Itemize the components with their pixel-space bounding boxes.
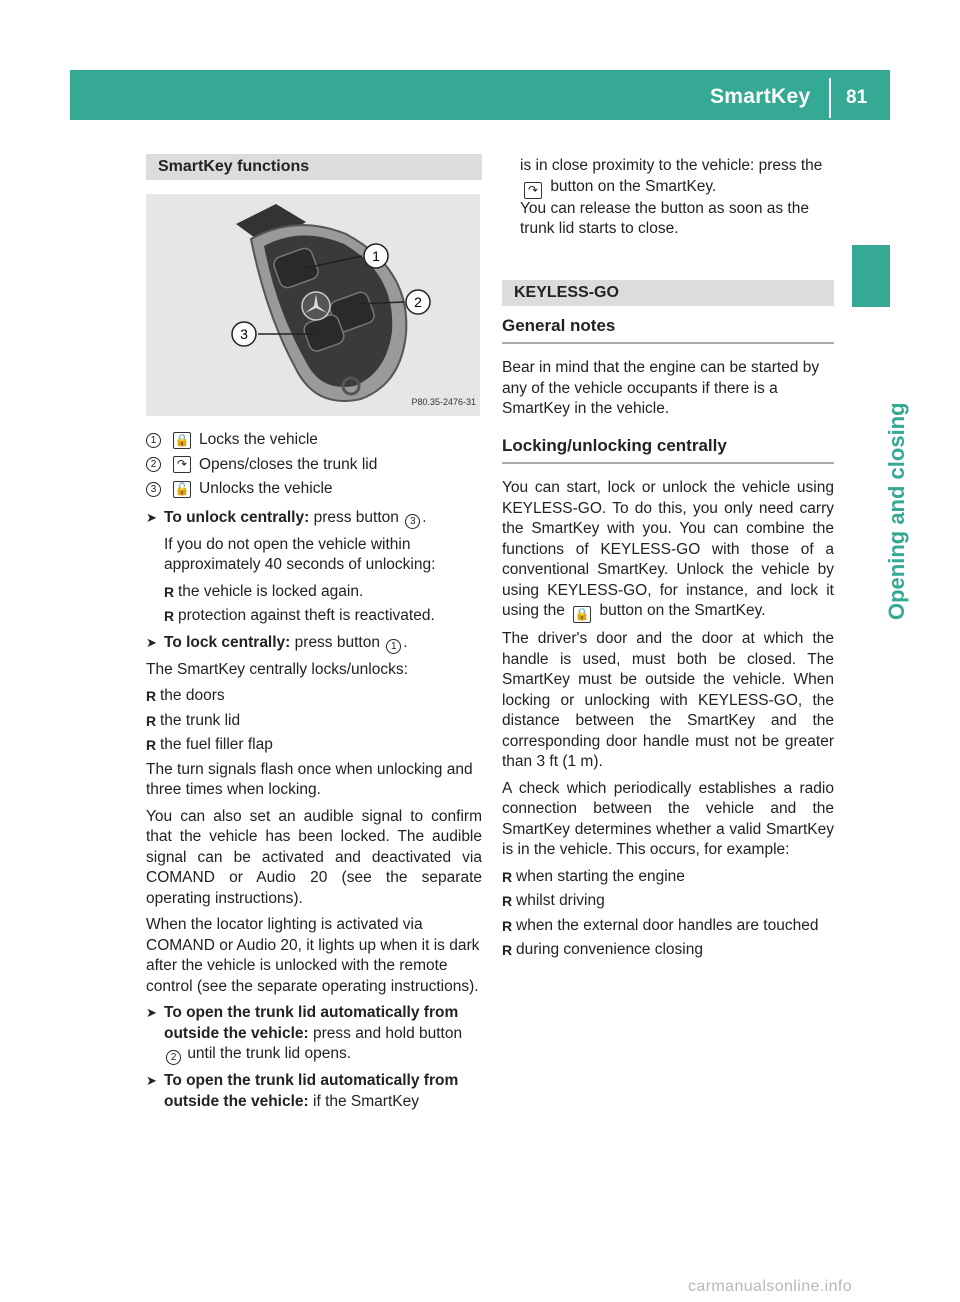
- trunk-icon: ↷: [173, 456, 191, 473]
- lock-icon: 🔒: [174, 432, 190, 447]
- legend-lock: [146, 430, 482, 451]
- legend-text: Opens/closes the trunk lid: [199, 455, 378, 473]
- list-item: R the fuel filler flap: [146, 736, 273, 753]
- page-title: SmartKey: [710, 85, 811, 108]
- radio-check-paragraph: A check which periodically establishes a radio connection between the vehicle and the SmartKey determines whether a valid SmartKey is in the vehicle. This occurs, for example:: [502, 779, 834, 858]
- instruction-open-trunk-2: ➤ To open the trunk lid automatically from outside the vehicle: if the SmartKey: [146, 1072, 459, 1110]
- trunk-icon: ↷: [524, 182, 542, 199]
- smartkey-illustration: [146, 194, 480, 416]
- list-item: R protection against theft is reactivated.: [164, 607, 435, 624]
- locator-lighting-paragraph: When the locator lighting is activated via COMAND or Audio 20, it lights up when it is dark after the vehicle is unlocked with the remote control (see the separate operating instructions).: [146, 916, 480, 995]
- list-item: R whilst driving: [502, 892, 605, 909]
- unlock-paragraph: If you do not open the vehicle within approximately 40 seconds of unlocking:: [164, 535, 436, 573]
- list-item: R when starting the engine: [502, 867, 685, 885]
- chapter-label: Opening and closing: [884, 402, 909, 620]
- footer-watermark: carmanualsonline.info: [688, 1278, 853, 1295]
- chapter-tab: [852, 245, 890, 307]
- instruction-arrow-icon: ➤: [146, 509, 157, 525]
- instruction-open-trunk-1: ➤ To open the trunk lid automatically from outside the vehicle: press and hold button 2 until the trunk lid opens.: [146, 1004, 463, 1063]
- list-item: R the vehicle is locked again.: [164, 582, 364, 600]
- unlock-icon: 🔓: [174, 481, 190, 496]
- turn-signal-paragraph: The turn signals flash once when unlocking and three times when locking.: [146, 760, 473, 798]
- callout-2: 2: [414, 294, 422, 310]
- legend-number: 1: [146, 433, 161, 448]
- instruction-arrow-icon: ➤: [146, 634, 157, 650]
- list-item: R during convenience closing: [502, 941, 703, 958]
- instruction-unlock: ➤ To unlock centrally: press button 3 .: [146, 508, 427, 527]
- continued-instruction: is in close proximity to the vehicle: press the ↷ button on the SmartKey. You can release the button as soon as the trunk lid starts to close.: [520, 157, 823, 237]
- right-column: [502, 156, 834, 965]
- callout-1: 1: [372, 248, 380, 264]
- section-title-keyless-go: KEYLESS-GO: [502, 280, 834, 306]
- header-divider: [829, 78, 831, 118]
- audible-signal-paragraph: You can also set an audible signal to confirm that the vehicle has been locked. The audible signal can be activated and deactivated via COMAND or Audio 20 (see the separate operating instructions).: [146, 807, 482, 907]
- instruction-lock: ➤ To lock centrally: press button 1 .: [146, 633, 408, 652]
- legend-text: Unlocks the vehicle: [199, 480, 333, 497]
- callout-3: 3: [240, 326, 248, 342]
- left-column: [146, 154, 482, 1118]
- section-title-smartkey-functions: SmartKey functions: [146, 154, 482, 180]
- locking-paragraph: You can start, lock or unlock the vehicle using KEYLESS-GO. To do this, you only need carry the SmartKey with you. You can combine the functions of KEYLESS-GO with those of a conventional SmartKey. Unlock the vehicle by using KEYLESS-GO, for instance, and lock it using the 🔒 button on the SmartKey.: [502, 479, 834, 621]
- smartkey-photo: [146, 194, 480, 416]
- lock-icon: 🔒: [574, 607, 590, 621]
- legend-number: 3: [146, 482, 161, 497]
- legend-text: Locks the vehicle: [199, 431, 318, 448]
- driver-door-paragraph: The driver's door and the door at which the handle is used, must both be closed. The SmartKey must be outside the vehicle. When locking or unlocking with KEYLESS-GO, the distance between the SmartKey and the corresponding door handle must not be greater than 3 ft (1 m).: [502, 630, 834, 770]
- page-number: 81: [846, 87, 868, 108]
- legend-number: 2: [146, 457, 161, 472]
- legend-trunk: [146, 455, 482, 476]
- subheading-locking-unlocking: Locking/unlocking centrally: [502, 436, 834, 465]
- legend-unlock: [146, 479, 482, 500]
- list-item: R the trunk lid: [146, 711, 241, 729]
- central-intro: The SmartKey centrally locks/unlocks:: [146, 660, 408, 678]
- instruction-arrow-icon: ➤: [146, 1005, 157, 1020]
- instruction-arrow-icon: ➤: [146, 1073, 157, 1088]
- photo-code: P80.35-2476-31: [411, 396, 476, 407]
- general-notes-paragraph: Bear in mind that the engine can be started by any of the vehicle occupants if there is a SmartKey in the vehicle.: [502, 359, 820, 417]
- list-item: R the doors: [146, 687, 225, 704]
- list-item: R when the external door handles are touched: [502, 916, 819, 934]
- subheading-general-notes: General notes: [502, 316, 834, 345]
